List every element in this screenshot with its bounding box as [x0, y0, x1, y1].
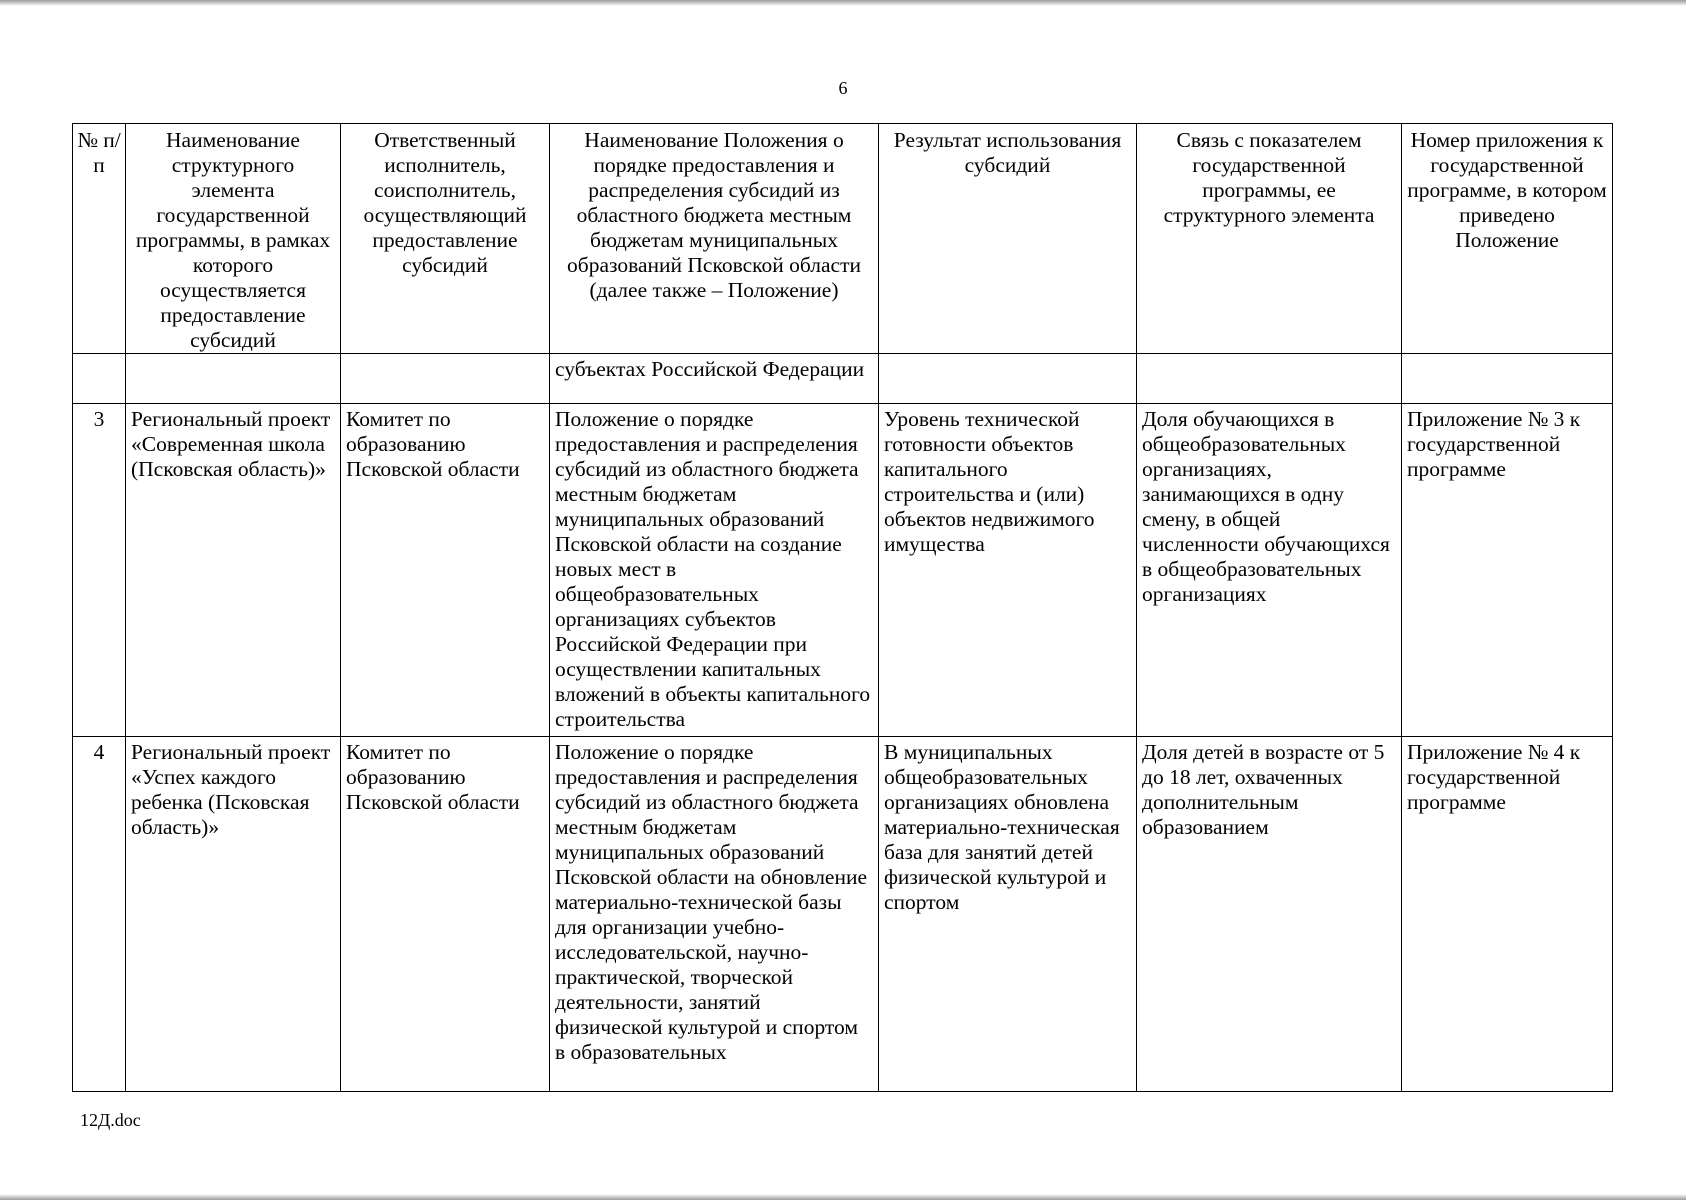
table-cell-responsible-executor: Комитет по образованию Псковской области	[341, 404, 550, 737]
table-cell-appendix-number: Приложение № 3 к государственной программе	[1402, 404, 1613, 737]
header-appendix-number: Номер приложения к государственной программе, в котором приведено Положение	[1402, 124, 1613, 354]
table-row	[73, 404, 1613, 737]
table-cell-regulation-name: Положение о порядке предоставления и распределения субсидий из областного бюджета местным бюджетам муниципальных образований Псковской области на обновление материально-технической базы для организации учебно-исследовательской, научно-практической, творческой деятельности, занятий физической культурой и спортом в образовательных	[550, 737, 879, 1092]
header-structural-element: Наименование структурного элемента государственной программы, в рамках которого осуществляется предоставление субсидий	[126, 124, 341, 354]
table-cell: субъектах Российской Федерации	[550, 354, 879, 404]
footer-filename: 12Д.doc	[80, 1110, 141, 1130]
header-subsidy-result: Результат использования субсидий	[879, 124, 1137, 354]
table-row-continuation	[73, 354, 1613, 404]
table-cell-subsidy-result: Уровень технической готовности объектов капитального строительства и (или) объектов недвижимого имущества	[879, 404, 1137, 737]
table-cell	[73, 354, 126, 404]
subsidy-table	[72, 123, 1613, 1092]
table-cell	[1137, 354, 1402, 404]
table-cell	[1402, 354, 1613, 404]
table-cell-number: 3	[73, 404, 126, 737]
table-cell-responsible-executor: Комитет по образованию Псковской области	[341, 737, 550, 1092]
table-cell-appendix-number: Приложение № 4 к государственной программе	[1402, 737, 1613, 1092]
header-indicator-link: Связь с показателем государственной программы, ее структурного элемента	[1137, 124, 1402, 354]
table-cell-indicator-link: Доля детей в возрасте от 5 до 18 лет, охваченных дополнительным образованием	[1137, 737, 1402, 1092]
scan-edge-bottom	[0, 1194, 1686, 1200]
header-responsible-executor: Ответственный исполнитель, соисполнитель, осуществляющий предоставление субсидий	[341, 124, 550, 354]
table-cell-number: 4	[73, 737, 126, 1092]
table-cell-indicator-link: Доля обучающихся в общеобразовательных организациях, занимающихся в одну смену, в общей численности обучающихся в общеобразовательных организациях	[1137, 404, 1402, 737]
header-number: № п/п	[73, 124, 126, 354]
table-cell	[126, 354, 341, 404]
table-cell-regulation-name: Положение о порядке предоставления и распределения субсидий из областного бюджета местным бюджетам муниципальных образований Псковской области на создание новых мест в общеобразовательных организациях субъектов Российской Федерации при осуществлении капитальных вложений в объекты капитального строительства	[550, 404, 879, 737]
table-cell	[341, 354, 550, 404]
scan-edge-top	[0, 0, 1686, 6]
table-cell-structural-element: Региональный проект «Современная школа (Псковская область)»	[126, 404, 341, 737]
header-regulation-name: Наименование Положения о порядке предоставления и распределения субсидий из областного бюджета местным бюджетам муниципальных образований Псковской области (далее также – Положение)	[550, 124, 879, 354]
table-cell	[879, 354, 1137, 404]
page-number: 6	[838, 78, 848, 98]
table-header-row	[73, 124, 1613, 354]
table-row	[73, 737, 1613, 1092]
table-cell-subsidy-result: В муниципальных общеобразовательных организациях обновлена материально-техническая база для занятий детей физической культурой и спортом	[879, 737, 1137, 1092]
table-cell-structural-element: Региональный проект «Успех каждого ребенка (Псковская область)»	[126, 737, 341, 1092]
